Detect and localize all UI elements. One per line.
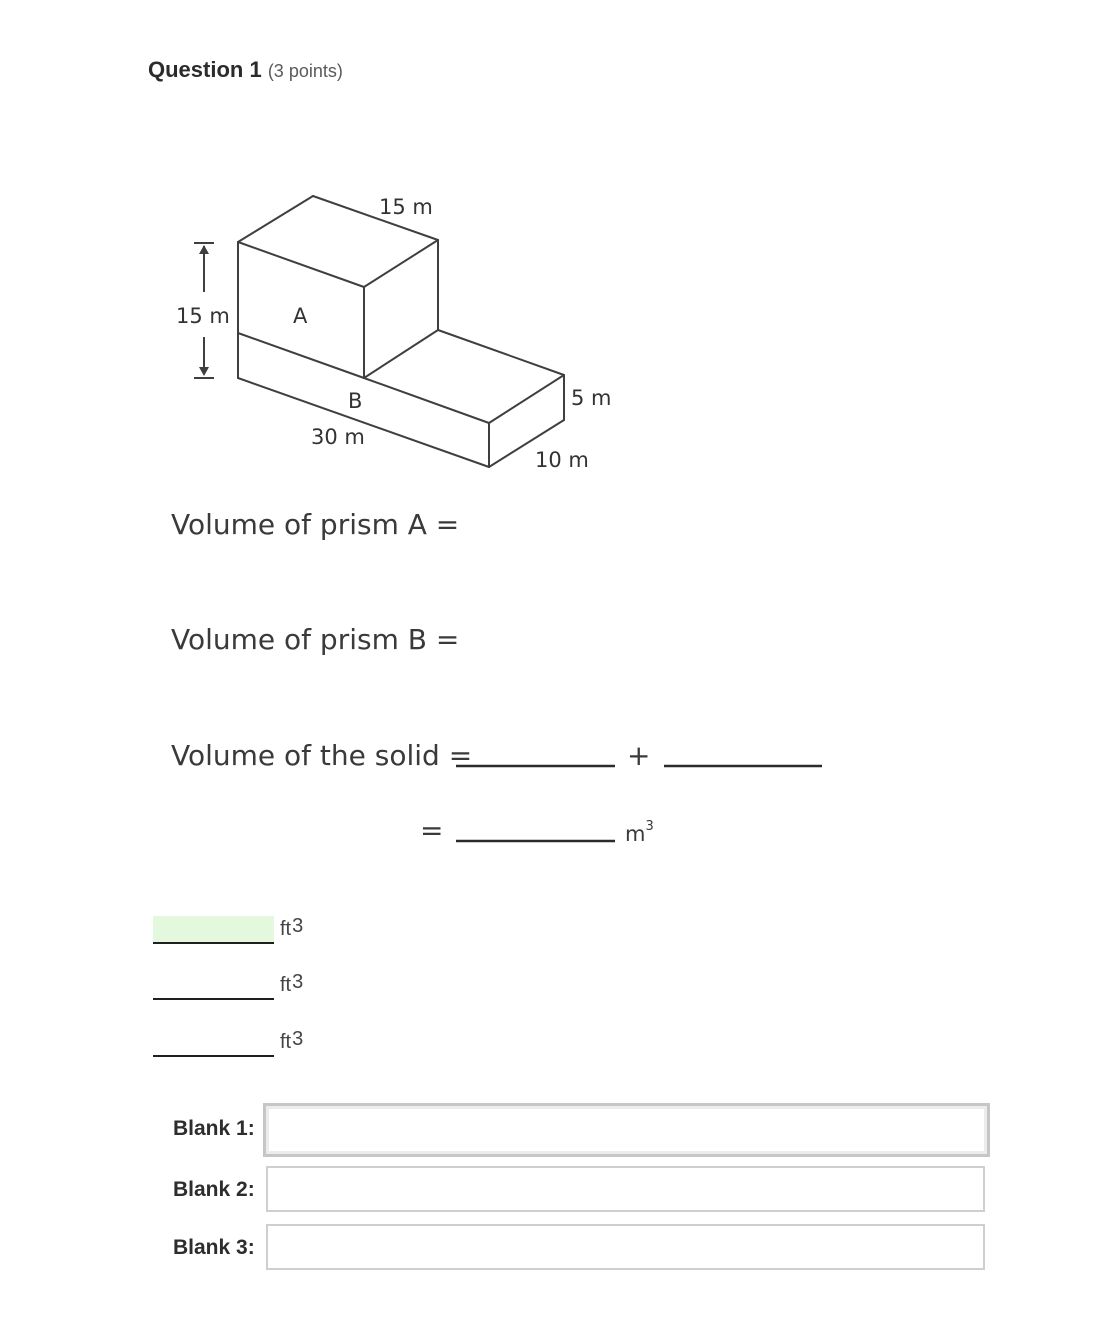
blank-unit-3-base: ft (280, 1031, 292, 1053)
eq-volume-b: Volume of prism B = (171, 623, 460, 656)
blank-unit-1-exponent: 3 (292, 915, 304, 937)
edge-a-top-back (238, 196, 313, 242)
dim-top-length: 15 m (379, 195, 433, 219)
blank-unit-1-base: ft (280, 918, 292, 940)
eq-unit-exponent: 3 (645, 819, 654, 834)
solid-drawing (238, 196, 564, 467)
blank-unit-3 (280, 1028, 304, 1054)
blank-3-input[interactable] (266, 1224, 985, 1270)
blank-1-label: Blank 1: (173, 1117, 255, 1140)
question-title: Question 1 (148, 57, 262, 82)
answer-blank-1[interactable] (153, 916, 274, 944)
answer-blank-row-1 (153, 916, 373, 946)
blank-unit-2-base: ft (280, 974, 292, 996)
edge-a-b-divider (238, 333, 364, 378)
label-prism-b: B (348, 389, 363, 413)
eq-equals-sign: = (420, 814, 444, 847)
eq-volume-solid: Volume of the solid = (171, 739, 473, 772)
blank-unit-2-exponent: 3 (292, 971, 304, 993)
blank-2-label: Blank 2: (173, 1178, 255, 1201)
edge-b-top-back (438, 330, 564, 375)
blank-unit-1 (280, 915, 304, 941)
label-prism-a: A (293, 304, 308, 328)
dim-side-height: 5 m (571, 386, 612, 410)
answer-blank-2[interactable] (153, 972, 274, 1000)
eq-plus-sign: + (627, 739, 651, 772)
edge-b-top-front (364, 378, 489, 423)
edge-bottom-front (238, 378, 489, 467)
blank-1-input[interactable] (263, 1103, 990, 1157)
dim-base-length: 30 m (311, 425, 365, 449)
edge-a-top-front (238, 242, 364, 287)
blank-unit-3-exponent: 3 (292, 1028, 304, 1050)
eq-unit (625, 819, 654, 846)
blank-2-input[interactable] (266, 1166, 985, 1212)
edge-b-top-end (489, 375, 564, 423)
answer-blank-3[interactable] (153, 1029, 274, 1057)
blank-unit-2 (280, 971, 304, 997)
blank-3-label: Blank 3: (173, 1236, 255, 1259)
dim-height: 15 m (176, 304, 230, 328)
dim-depth: 10 m (535, 448, 589, 472)
eq-unit-base: m (625, 822, 646, 846)
eq-volume-a: Volume of prism A = (171, 508, 460, 541)
question-points: (3 points) (267, 61, 343, 81)
edge-a-top-side (364, 240, 438, 287)
edge-b-top-diagonal (364, 330, 438, 378)
answer-blank-row-2 (153, 972, 373, 1002)
answer-blank-row-3 (153, 1029, 373, 1059)
